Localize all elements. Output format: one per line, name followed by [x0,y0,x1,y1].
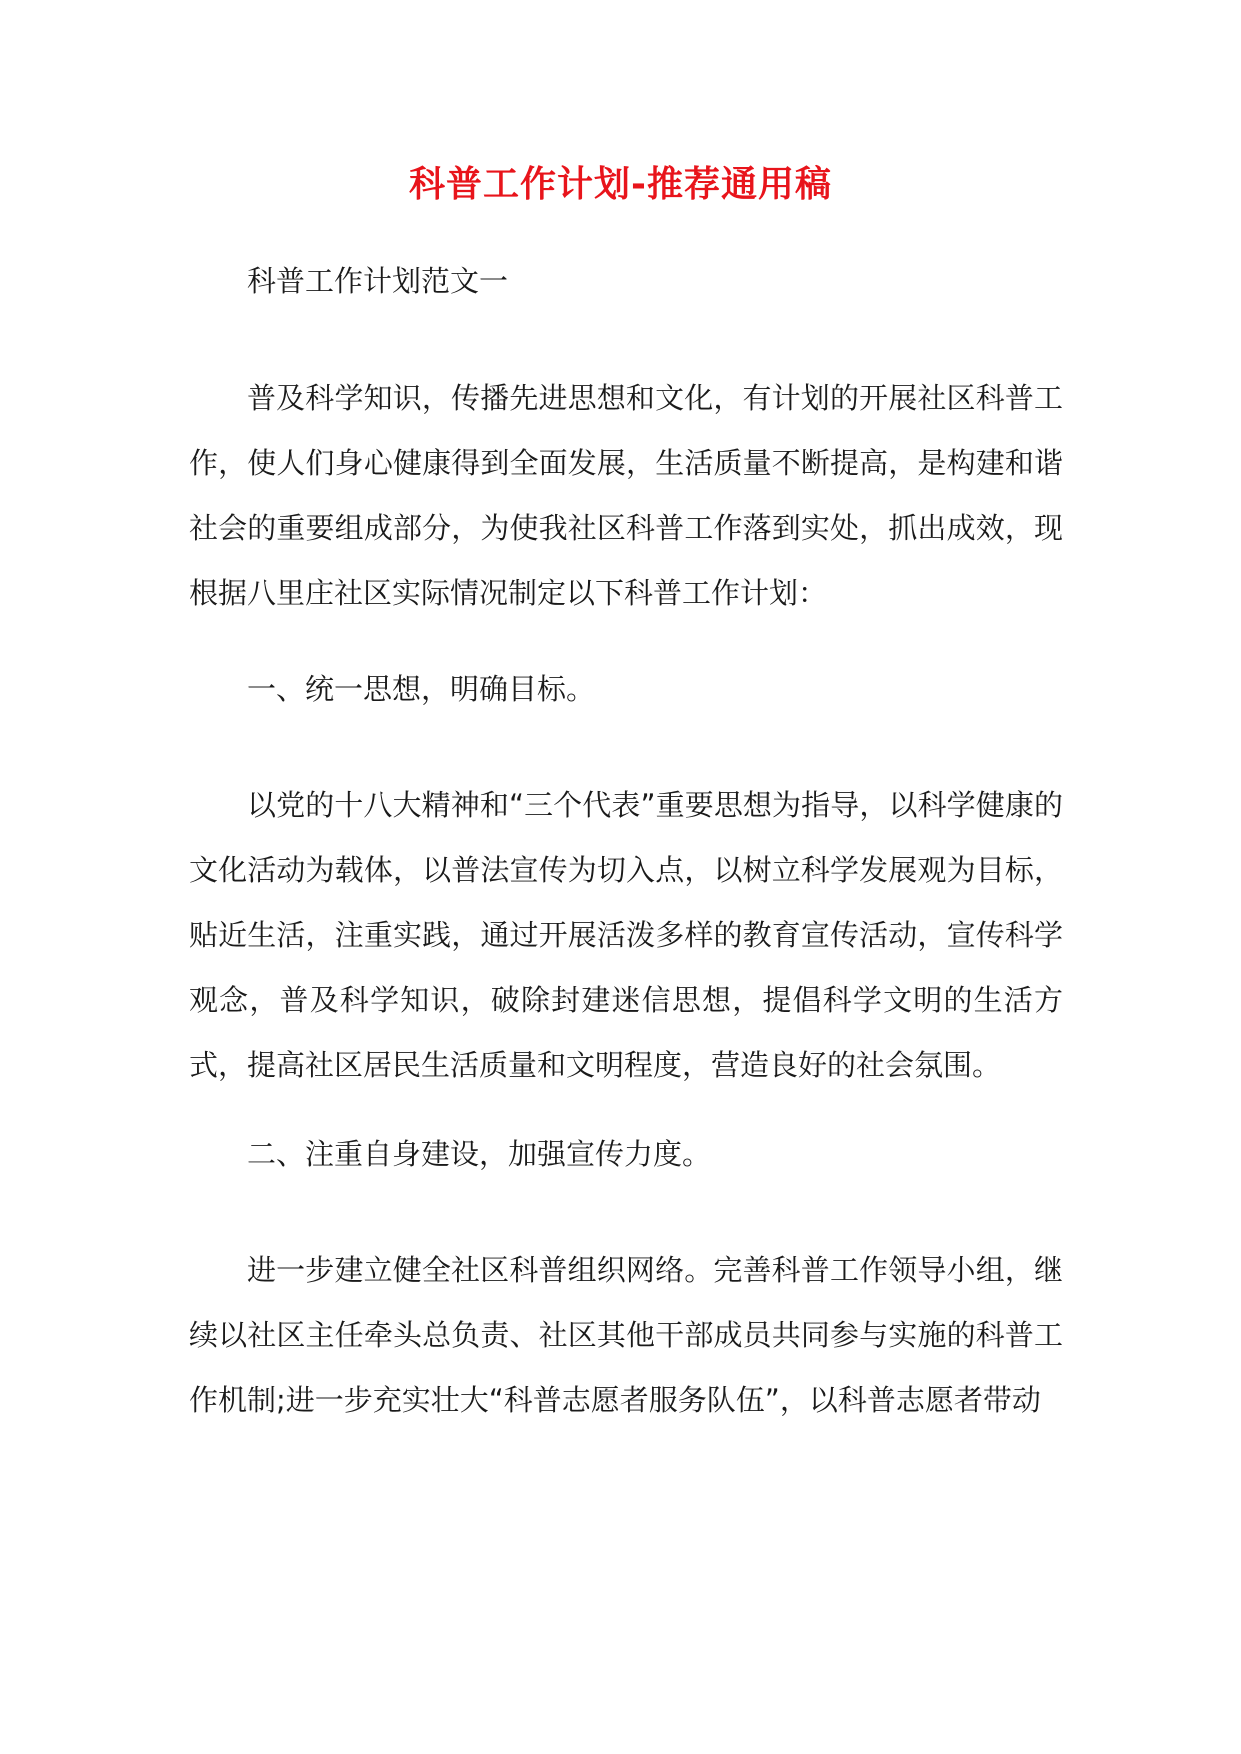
section-heading-1: 一、统一思想，明确目标。 [247,672,596,706]
paragraph-section-1: 以党的十八大精神和“三个代表”重要思想为指导，以科学健康的文化活动为载体，以普法宣传为切入点，以树立科学发展观为目标，贴近生活，注重实践，通过开展活泼多样的教育宣传活动，宣传科学观念，普及科学知识，破除封建迷信思想，提倡科学文明的生活方式，提高社区居民生活质量和文明程度，营造良好的社会氛围。 [189,788,1063,1082]
section-heading-2: 二、注重自身建设，加强宣传力度。 [247,1137,712,1171]
document-title: 科普工作计划-推荐通用稿 [409,164,832,205]
paragraph-section-2: 进一步建立健全社区科普组织网络。完善科普工作领导小组，继续以社区主任牵头总负责、社区其他干部成员共同参与实施的科普工作机制;进一步充实壮大“科普志愿者服务队伍”，以科普志愿者带动 [189,1253,1063,1417]
paragraph-intro: 普及科学知识，传播先进思想和文化，有计划的开展社区科普工作，使人们身心健康得到全面发展，生活质量不断提高，是构建和谐社会的重要组成部分，为使我社区科普工作落到实处，抓出成效，现根据八里庄社区实际情况制定以下科普工作计划： [189,381,1063,610]
document-subtitle: 科普工作计划范文一 [247,264,509,298]
